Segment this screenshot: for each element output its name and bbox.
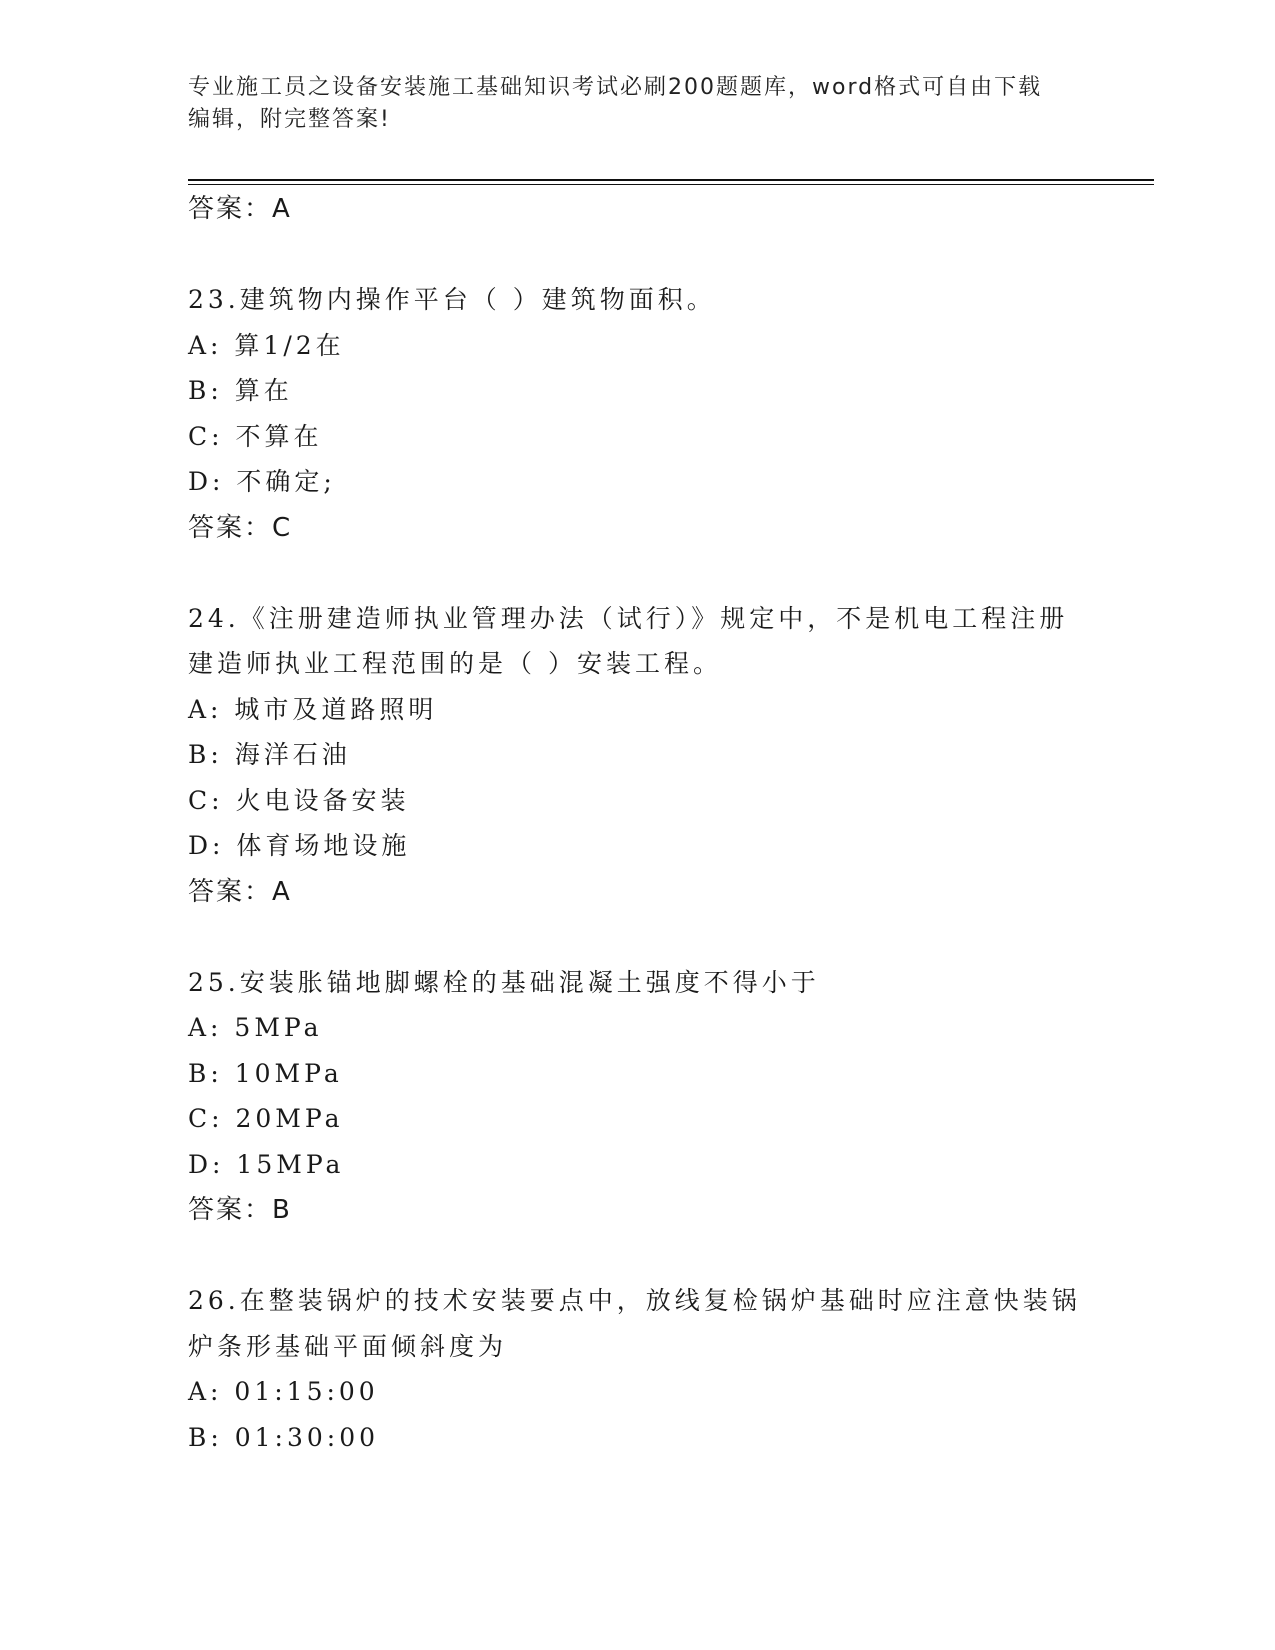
document-header bbox=[188, 72, 1068, 136]
spacer bbox=[188, 915, 1088, 960]
spacer bbox=[188, 1233, 1088, 1278]
question-stem-continued: 炉条形基础平面倾斜度为 bbox=[188, 1331, 508, 1361]
header-divider-thin bbox=[188, 184, 1154, 185]
option-d: D: 体育场地设施 bbox=[188, 831, 411, 860]
option-a: A: 5MPa bbox=[188, 1013, 323, 1042]
header-line-1: 专业施工员之设备安装施工基础知识考试必刷200题题库，word格式可自由下载 bbox=[188, 75, 1043, 100]
option-b: B: 算在 bbox=[188, 376, 293, 405]
question-block bbox=[188, 1278, 1088, 1460]
question-stem-continued: 建造师执业工程范围的是（ ）安装工程。 bbox=[188, 649, 722, 678]
option-d: D: 15MPa bbox=[188, 1149, 345, 1179]
option-b: B: 海洋石油 bbox=[188, 740, 351, 769]
option-a: A: 城市及道路照明 bbox=[188, 694, 438, 724]
question-block bbox=[188, 960, 1088, 1234]
answer-line: 答案：B bbox=[188, 1195, 292, 1225]
option-c: C: 不算在 bbox=[188, 421, 323, 451]
question-stem: 25.安装胀锚地脚螺栓的基础混凝土强度不得小于 bbox=[188, 967, 820, 997]
option-c: C: 火电设备安装 bbox=[188, 785, 410, 815]
spacer bbox=[188, 232, 1088, 277]
question-stem: 23.建筑物内操作平台（ ）建筑物面积。 bbox=[188, 285, 716, 314]
question-stem: 24.《注册建造师执业管理办法（试行）》规定中，不是机电工程注册 bbox=[188, 603, 1069, 633]
option-c: C: 20MPa bbox=[188, 1104, 344, 1133]
answer-line: 答案：C bbox=[188, 512, 293, 543]
option-a: A: 01:15:00 bbox=[188, 1377, 379, 1406]
answer-line: 答案：A bbox=[188, 876, 292, 907]
question-block bbox=[188, 596, 1088, 915]
option-b: B: 01:30:00 bbox=[188, 1422, 380, 1452]
question-stem: 26.在整装锅炉的技术安装要点中，放线复检锅炉基础时应注意快装锅 bbox=[188, 1286, 1081, 1315]
header-divider-thick bbox=[188, 179, 1154, 181]
header-line-2: 编辑，附完整答案! bbox=[188, 107, 391, 132]
spacer bbox=[188, 551, 1088, 596]
option-b: B: 10MPa bbox=[188, 1058, 343, 1088]
answer-line: 答案：A bbox=[188, 194, 292, 224]
option-d: D: 不确定; bbox=[188, 467, 336, 496]
question-block bbox=[188, 277, 1088, 551]
option-a: A: 算1/2在 bbox=[188, 330, 345, 360]
question-list bbox=[188, 186, 1088, 1460]
